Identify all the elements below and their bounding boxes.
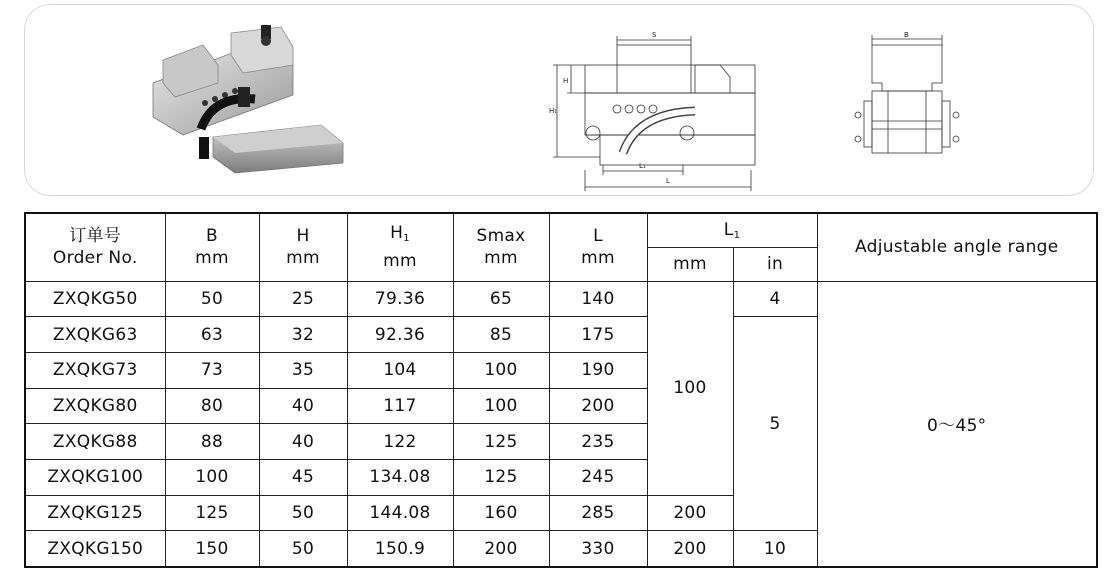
cell-l: 285 (549, 495, 647, 531)
cell-smax: 160 (453, 495, 549, 531)
header-l: L mm (549, 213, 647, 281)
cell-h: 35 (259, 352, 347, 388)
header-h1: $H_1$ mm (347, 213, 453, 281)
cell-l1-in: 10 (733, 531, 817, 567)
header-h: H mm (259, 213, 347, 281)
cell-h: 40 (259, 388, 347, 424)
cell-order: ZXQKG73 (25, 352, 165, 388)
cell-h: 50 (259, 495, 347, 531)
dim-label-b: B (904, 31, 909, 39)
front-view-drawing (545, 25, 765, 195)
cell-h: 40 (259, 424, 347, 460)
cell-smax: 85 (453, 317, 549, 353)
cell-smax: 100 (453, 352, 549, 388)
cell-smax: 125 (453, 459, 549, 495)
cell-l: 175 (549, 317, 647, 353)
dim-label-h: H (563, 77, 569, 85)
header-b: B mm (165, 213, 259, 281)
product-photo (143, 25, 353, 175)
cell-b: 88 (165, 424, 259, 460)
cell-l1-mm: 200 (647, 495, 733, 531)
cell-l: 245 (549, 459, 647, 495)
cell-h1: 79.36 (347, 281, 453, 317)
cell-l: 235 (549, 424, 647, 460)
dim-label-s: S (652, 31, 657, 39)
cell-order: ZXQKG50 (25, 281, 165, 317)
cell-l1-in-group: 5 (733, 317, 817, 531)
cell-order: ZXQKG150 (25, 531, 165, 567)
cell-smax: 65 (453, 281, 549, 317)
dim-label-l: L (666, 177, 670, 185)
cell-h1: 117 (347, 388, 453, 424)
dim-label-h1: H₁ (549, 107, 558, 115)
header-l1-in: in (733, 247, 817, 281)
cell-b: 50 (165, 281, 259, 317)
cell-order: ZXQKG100 (25, 459, 165, 495)
cell-b: 80 (165, 388, 259, 424)
header-order-en: Order No. (52, 248, 138, 269)
cell-h1: 144.08 (347, 495, 453, 531)
cell-l: 200 (549, 388, 647, 424)
specification-table (24, 212, 1098, 568)
cell-order: ZXQKG88 (25, 424, 165, 460)
cell-order: ZXQKG125 (25, 495, 165, 531)
cell-b: 100 (165, 459, 259, 495)
cell-h: 25 (259, 281, 347, 317)
cell-smax: 125 (453, 424, 549, 460)
cell-l1-mm-group: 100 (647, 281, 733, 495)
cell-b: 150 (165, 531, 259, 567)
side-view-drawing (850, 25, 960, 165)
header-l1-mm: mm (647, 247, 733, 281)
cell-h1: 92.36 (347, 317, 453, 353)
cell-l: 140 (549, 281, 647, 317)
header-angle-range: Adjustable angle range (817, 213, 1097, 281)
header-l1: $L_1$ (647, 213, 817, 247)
dim-label-l1: L₁ (639, 162, 646, 170)
cell-b: 63 (165, 317, 259, 353)
cell-smax: 100 (453, 388, 549, 424)
cell-h: 50 (259, 531, 347, 567)
cell-order: ZXQKG80 (25, 388, 165, 424)
table-row (25, 281, 1097, 317)
cell-b: 125 (165, 495, 259, 531)
cell-h1: 122 (347, 424, 453, 460)
cell-l: 190 (549, 352, 647, 388)
cell-h1: 150.9 (347, 531, 453, 567)
cell-h1: 134.08 (347, 459, 453, 495)
cell-l1-mm: 200 (647, 531, 733, 567)
cell-smax: 200 (453, 531, 549, 567)
cell-order: ZXQKG63 (25, 317, 165, 353)
header-order-no (25, 213, 165, 281)
cell-angle-range: 0～45° (817, 281, 1097, 567)
cell-l: 330 (549, 531, 647, 567)
cell-h: 45 (259, 459, 347, 495)
header-smax: Smax mm (453, 213, 549, 281)
product-image-panel (24, 4, 1094, 196)
cell-h: 32 (259, 317, 347, 353)
cell-b: 73 (165, 352, 259, 388)
cell-h1: 104 (347, 352, 453, 388)
cell-l1-in: 4 (733, 281, 817, 317)
header-order-cn: 订单号 (69, 226, 122, 247)
